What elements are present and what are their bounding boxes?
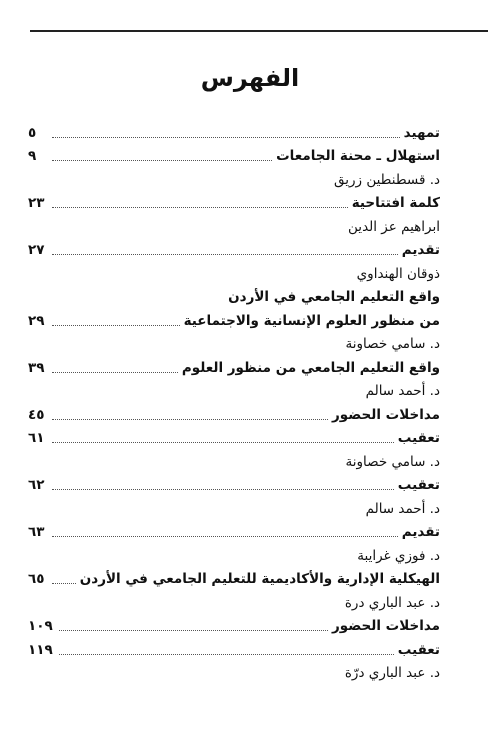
toc-entry-row (28, 189, 440, 213)
toc-entry-row (28, 118, 440, 142)
dot-leader (52, 489, 394, 490)
toc-author-name: د. عبد الباري درة (344, 594, 440, 611)
toc-page-number: ٦٣ (28, 524, 45, 540)
toc-entry-title: تعقيب (397, 641, 440, 658)
toc-author-row (28, 447, 440, 471)
toc-author-row (28, 212, 440, 236)
toc-page-number: ٦٢ (28, 477, 45, 493)
toc-author-name: د. فوزي غرايبة (357, 547, 440, 564)
toc-page-number: ٢٧ (28, 242, 45, 258)
toc-author-name: د. قسطنطين زريق (333, 171, 440, 188)
toc-page-number: ٥ (28, 124, 37, 141)
toc-author-name: د. أحمد سالم (365, 383, 440, 399)
toc-entry-row (28, 306, 440, 330)
dot-leader (52, 372, 178, 373)
dot-leader (52, 254, 398, 255)
toc-entry-title: واقع التعليم الجامعي من منظور العلوم (181, 359, 440, 376)
toc-entry-title: الهيكلية الإدارية والأكاديمية للتعليم الجامعي في الأردن (79, 571, 440, 587)
dot-leader (52, 419, 328, 420)
toc-entry-row (28, 612, 440, 636)
toc-page-number: ١١٩ (28, 641, 53, 658)
dot-leader (52, 207, 348, 208)
toc-entry-row (28, 283, 440, 307)
toc-entry-title: واقع التعليم الجامعي في الأردن (228, 289, 440, 305)
toc-author-row (28, 588, 440, 612)
toc-entry-row (28, 400, 440, 424)
toc-author-name: د. سامي خصاونة (345, 453, 440, 470)
top-rule (30, 30, 488, 32)
toc-entry-title: تعقيب (397, 430, 440, 446)
dot-leader (52, 325, 180, 326)
toc-entry-row (28, 565, 440, 589)
toc-page-number: ٢٩ (28, 312, 45, 329)
toc-author-name: ابراهيم عز الدين (348, 218, 440, 235)
toc-page-number: ٤٥ (28, 406, 45, 423)
toc-entry-row (28, 353, 440, 377)
toc-entry-row (28, 518, 440, 542)
toc-author-row (28, 494, 440, 518)
dot-leader (59, 654, 394, 655)
toc-entry-title: استهلال ـ محنة الجامعات (276, 148, 440, 164)
toc-entry-title: مداخلات الحضور (332, 618, 440, 634)
dot-leader (52, 137, 400, 138)
dot-leader (52, 536, 398, 537)
dot-leader (52, 583, 76, 584)
toc-entry-title: من منظور العلوم الإنسانية والاجتماعية (183, 312, 440, 329)
dot-leader (52, 160, 272, 161)
toc-page-number: ٦٥ (28, 571, 45, 587)
toc-author-row (28, 259, 440, 283)
toc-page-number: ٣٩ (28, 359, 45, 376)
toc-author-name: ذوقان الهنداوي (356, 265, 440, 282)
toc-page-number: ٦١ (28, 430, 45, 446)
toc-author-name: د. أحمد سالم (365, 500, 440, 517)
toc-entry-title: تقديم (401, 242, 440, 258)
toc-entry-title: مداخلات الحضور (332, 406, 440, 423)
toc-entry-title: تعقيب (397, 477, 440, 493)
toc-page-number: ١٠٩ (28, 618, 53, 634)
toc-author-name: د. سامي خصاونة (345, 336, 440, 352)
toc-entry-row (28, 424, 440, 448)
toc-author-row (28, 330, 440, 354)
toc-entry-row (28, 471, 440, 495)
dot-leader (52, 442, 394, 443)
toc-entry-row (28, 236, 440, 260)
toc-entry-title: تقديم (401, 524, 440, 540)
toc-author-row (28, 377, 440, 401)
toc-page-number: ٩ (28, 148, 37, 164)
table-of-contents (28, 118, 440, 682)
toc-entry-row (28, 142, 440, 166)
toc-entry-title: تمهيد (403, 124, 440, 141)
page-title: الفهرس (200, 64, 300, 92)
toc-author-row (28, 659, 440, 683)
dot-leader (59, 630, 328, 631)
toc-page-number: ٢٣ (28, 195, 45, 211)
toc-entry-title: كلمة افتتاحية (351, 195, 440, 211)
toc-entry-row (28, 635, 440, 659)
toc-author-row (28, 165, 440, 189)
toc-author-name: د. عبد الباري درّة (344, 665, 440, 681)
toc-author-row (28, 541, 440, 565)
